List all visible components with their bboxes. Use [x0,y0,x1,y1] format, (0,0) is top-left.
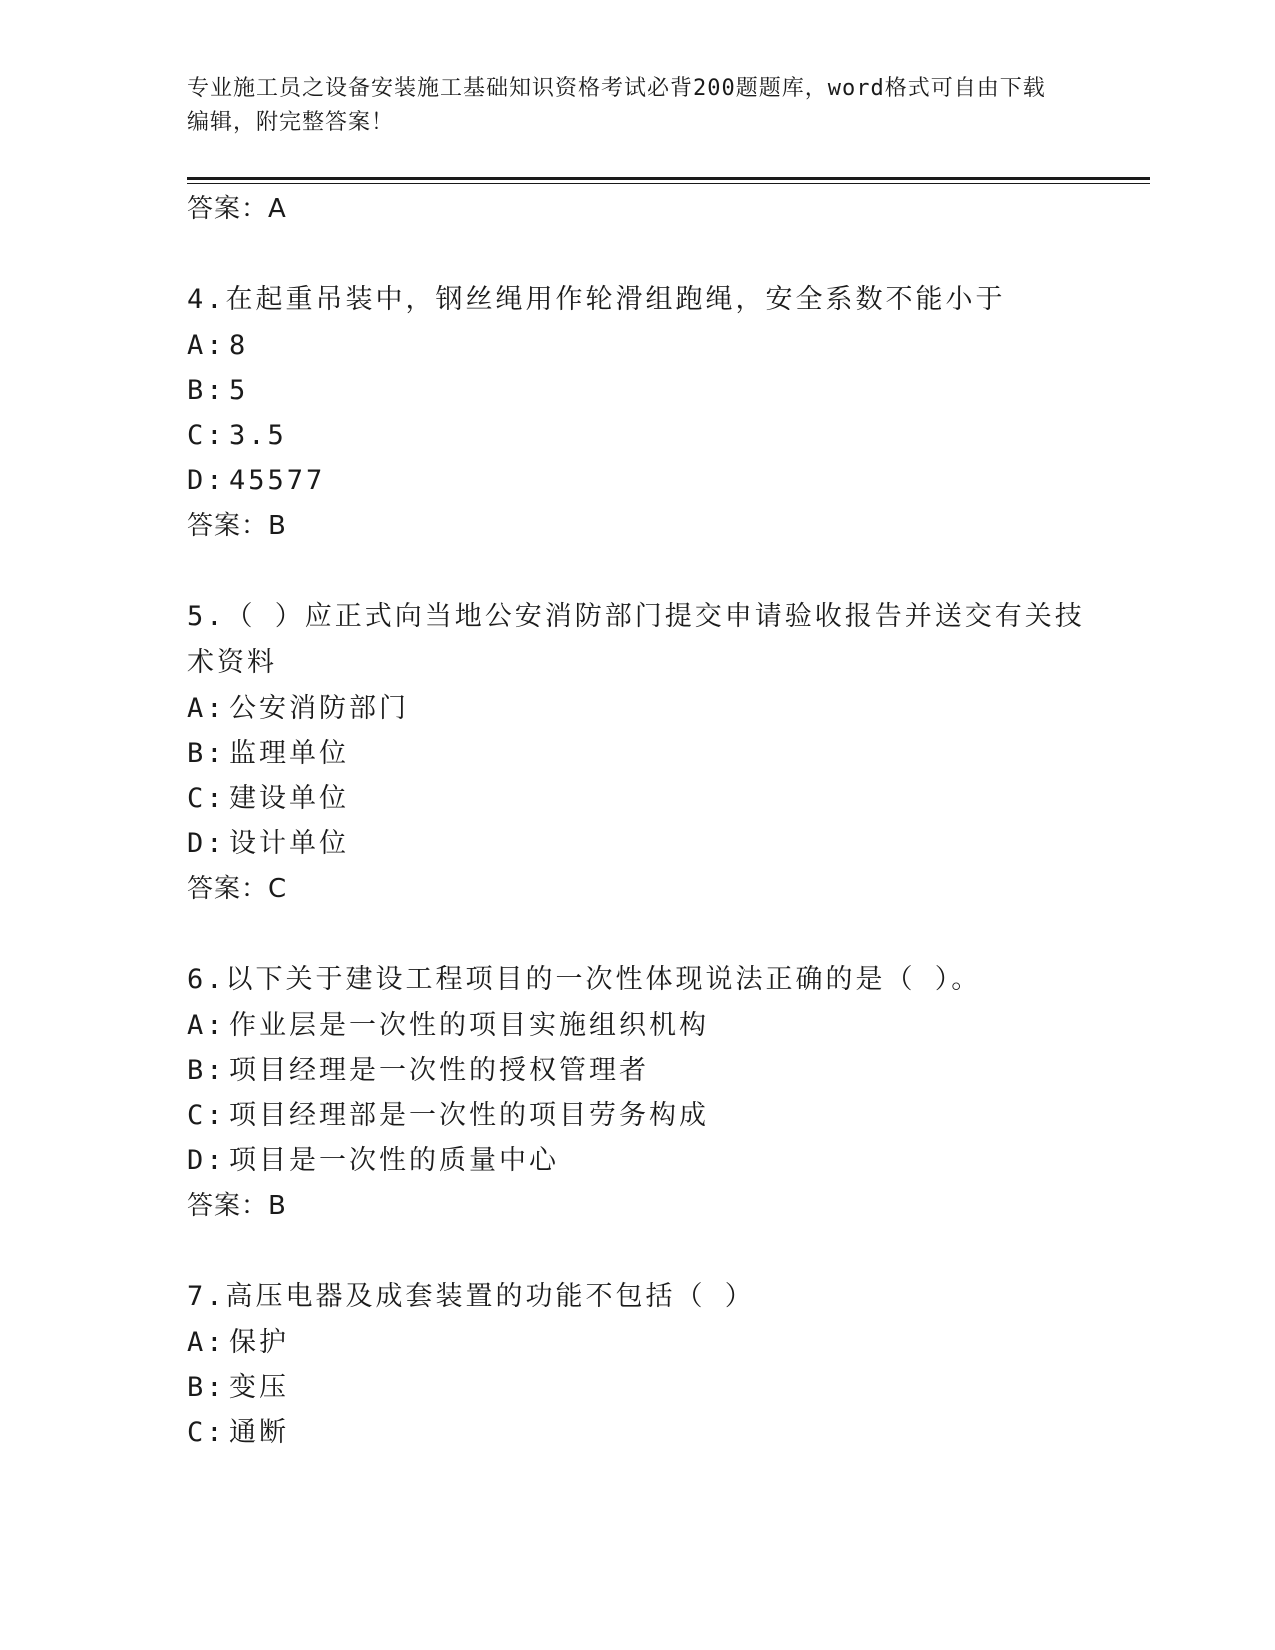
question-5 [187,594,1087,912]
question-6-option-d: D: 项目是一次性的质量中心 [187,1145,559,1176]
document-header: 专业施工员之设备安装施工基础知识资格考试必背200题题库，word格式可自由下载编辑，附完整答案！ [187,76,1046,135]
question-5-answer: 答案：C [187,874,288,904]
question-7 [187,1274,1087,1455]
question-list [187,186,1087,1455]
header-rule-thin [187,183,1150,184]
question-5-text: 5.（ ）应正式向当地公安消防部门提交申请验收报告并送交有关技术资料 [187,601,1085,678]
question-4-text: 4.在起重吊装中，钢丝绳用作轮滑组跑绳，安全系数不能小于 [187,284,1006,315]
question-4-option-a: A: 8 [187,330,249,361]
question-7-text: 7.高压电器及成套装置的功能不包括（ ） [187,1281,755,1312]
question-4 [187,277,1087,549]
question-6 [187,957,1087,1229]
question-4-option-c: C: 3.5 [187,420,287,451]
question-6-option-c: C: 项目经理部是一次性的项目劳务构成 [187,1100,709,1131]
spacer [187,1229,1087,1274]
answer-prev: 答案：A [187,194,287,224]
question-5-option-c: C: 建设单位 [187,783,349,814]
question-6-option-a: A: 作业层是一次性的项目实施组织机构 [187,1010,709,1041]
question-4-answer: 答案：B [187,511,287,541]
question-5-option-a: A: 公安消防部门 [187,693,409,724]
spacer [187,232,1087,277]
header-rule-thick [187,177,1150,180]
question-7-option-b: B: 变压 [187,1372,289,1403]
spacer [187,549,1087,594]
question-5-option-b: B: 监理单位 [187,738,349,769]
question-5-option-d: D: 设计单位 [187,828,349,859]
question-6-answer: 答案：B [187,1191,287,1221]
question-6-text: 6.以下关于建设工程项目的一次性体现说法正确的是（ ）。 [187,964,982,995]
spacer [187,912,1087,957]
question-7-option-a: A: 保护 [187,1327,289,1358]
question-6-option-b: B: 项目经理是一次性的授权管理者 [187,1055,649,1086]
question-4-option-d: D: 45577 [187,465,326,496]
question-4-option-b: B: 5 [187,375,249,406]
question-7-option-c: C: 通断 [187,1417,289,1448]
